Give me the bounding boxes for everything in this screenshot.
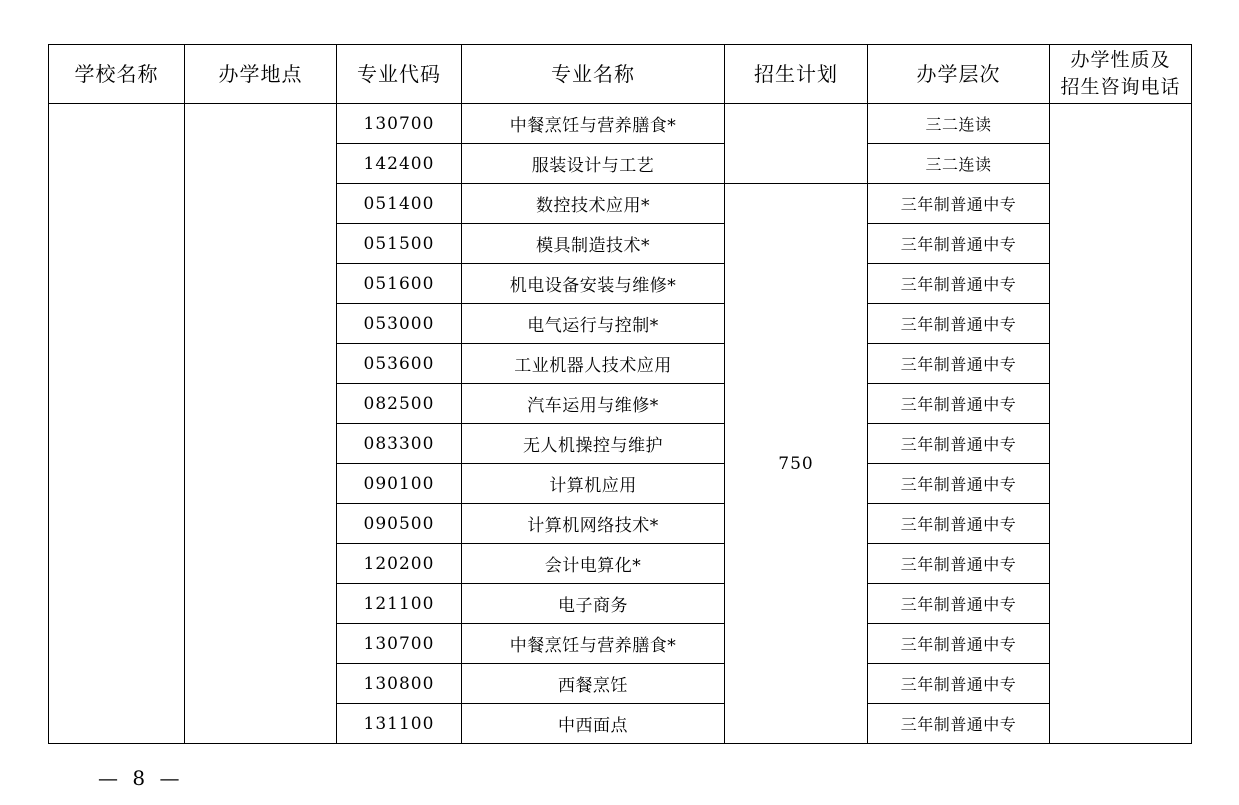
cell-nature-and-phone [1050,104,1192,744]
cell-major-code: 130700 [337,104,462,144]
cell-major-code: 130700 [337,624,462,664]
cell-major-name: 会计电算化* [462,544,725,584]
cell-education-level: 三年制普通中专 [868,544,1050,584]
cell-education-level: 三年制普通中专 [868,664,1050,704]
cell-major-code: 130800 [337,664,462,704]
cell-major-code: 053600 [337,344,462,384]
cell-major-name: 计算机网络技术* [462,504,725,544]
cell-major-code: 051500 [337,224,462,264]
cell-major-name: 数控技术应用* [462,184,725,224]
column-header-nature-line1: 办学性质及 [1070,49,1171,72]
cell-education-level: 三年制普通中专 [868,504,1050,544]
table-header-row [49,45,1192,104]
cell-major-name: 中餐烹饪与营养膳食* [462,104,725,144]
cell-location [185,104,337,744]
cell-education-level: 三年制普通中专 [868,704,1050,744]
column-header-location: 办学地点 [185,45,337,104]
table-body [49,104,1192,744]
column-header-enrollment-plan: 招生计划 [725,45,868,104]
cell-education-level: 三年制普通中专 [868,264,1050,304]
cell-major-code: 090500 [337,504,462,544]
cell-enrollment-plan-group-2: 750 [725,184,868,744]
enrollment-table [48,44,1192,744]
table-header [49,45,1192,104]
cell-major-name: 模具制造技术* [462,224,725,264]
column-header-nature-and-phone [1050,45,1192,104]
cell-major-name: 服装设计与工艺 [462,144,725,184]
cell-major-name: 电子商务 [462,584,725,624]
cell-major-name: 中餐烹饪与营养膳食* [462,624,725,664]
cell-education-level: 三年制普通中专 [868,584,1050,624]
cell-education-level: 三年制普通中专 [868,464,1050,504]
cell-major-name: 电气运行与控制* [462,304,725,344]
enrollment-table-wrapper [48,44,1191,744]
cell-major-code: 053000 [337,304,462,344]
cell-education-level: 三年制普通中专 [868,184,1050,224]
cell-education-level: 三二连读 [868,144,1050,184]
cell-education-level: 三年制普通中专 [868,344,1050,384]
column-header-education-level: 办学层次 [868,45,1050,104]
cell-education-level: 三年制普通中专 [868,224,1050,264]
page-number: — 8 — [98,766,184,790]
cell-education-level: 三二连读 [868,104,1050,144]
cell-major-code: 082500 [337,384,462,424]
cell-school-name [49,104,185,744]
cell-education-level: 三年制普通中专 [868,424,1050,464]
column-header-school-name: 学校名称 [49,45,185,104]
cell-education-level: 三年制普通中专 [868,624,1050,664]
cell-education-level: 三年制普通中专 [868,384,1050,424]
cell-major-code: 083300 [337,424,462,464]
column-header-nature-line2: 招生咨询电话 [1060,76,1181,98]
cell-major-code: 120200 [337,544,462,584]
column-header-major-name: 专业名称 [462,45,725,104]
cell-major-name: 机电设备安装与维修* [462,264,725,304]
cell-major-name: 汽车运用与维修* [462,384,725,424]
cell-major-code: 051600 [337,264,462,304]
cell-enrollment-plan-group-1 [725,104,868,184]
cell-education-level: 三年制普通中专 [868,304,1050,344]
cell-major-name: 西餐烹饪 [462,664,725,704]
cell-major-code: 131100 [337,704,462,744]
cell-major-code: 142400 [337,144,462,184]
cell-major-code: 121100 [337,584,462,624]
cell-major-code: 051400 [337,184,462,224]
cell-major-name: 计算机应用 [462,464,725,504]
cell-major-name: 工业机器人技术应用 [462,344,725,384]
table-row [49,104,1192,144]
column-header-major-code: 专业代码 [337,45,462,104]
cell-major-name: 无人机操控与维护 [462,424,725,464]
cell-major-code: 090100 [337,464,462,504]
cell-major-name: 中西面点 [462,704,725,744]
